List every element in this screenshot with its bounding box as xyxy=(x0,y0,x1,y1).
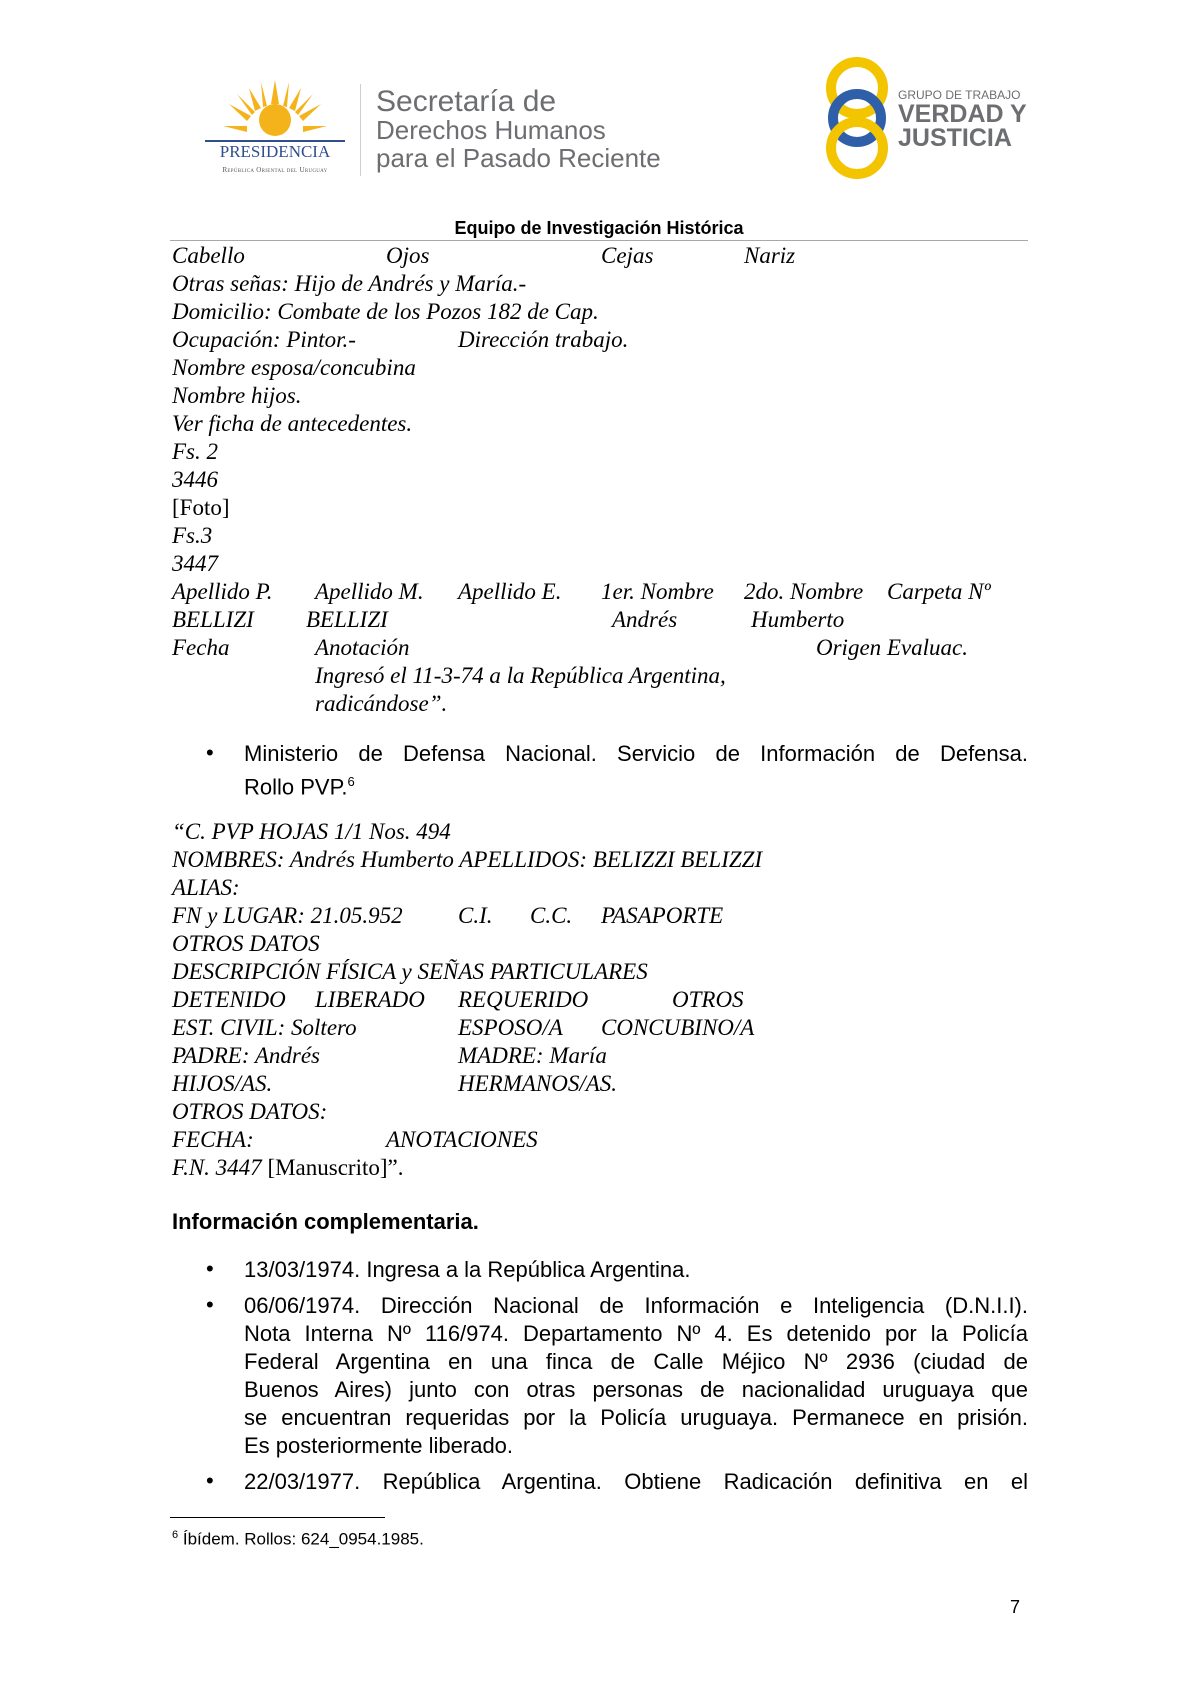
source-rollo: Rollo PVP. xyxy=(244,774,348,800)
ficha1-3446: 3446 xyxy=(172,467,218,492)
ficha1-domicilio: Domicilio: Combate de los Pozos 182 de Cap. xyxy=(172,299,599,324)
info-bullet-2-line: Buenos Aires) junto con otras personas de nacionalidad uruguaya que xyxy=(244,1377,1028,1402)
ficha1-ocupacion: Ocupación: Pintor.- xyxy=(172,327,356,352)
ficha2-hojas: “C. PVP HOJAS 1/1 Nos. 494 xyxy=(172,819,451,844)
ficha1-v-nombre2: Humberto xyxy=(751,607,845,632)
footnote-rule xyxy=(170,1517,385,1518)
secretaria-line-2: Derechos Humanos xyxy=(376,115,606,145)
ficha1-h-nombre1: 1er. Nombre xyxy=(601,579,714,604)
presidencia-subtitle: República Oriental del Uruguay xyxy=(222,166,328,174)
ficha2-padre: PADRE: Andrés xyxy=(172,1043,320,1068)
ficha1-h-apellido-m: Apellido M. xyxy=(315,579,424,604)
info-bullet-3: 22/03/1977. República Argentina. Obtiene Radicación definitiva en el xyxy=(244,1469,1028,1494)
ficha1-hijos: Nombre hijos. xyxy=(172,383,302,408)
info-bullet-3-dot: • xyxy=(206,1468,214,1493)
sun-icon xyxy=(195,78,355,148)
footnote xyxy=(172,1524,424,1551)
ficha1-v-nombre1: Andrés xyxy=(612,607,678,632)
ficha2-liberado: LIBERADO xyxy=(315,987,425,1012)
info-bullet-2-line: 06/06/1974. Dirección Nacional de Información e Inteligencia (D.N.I.I). xyxy=(244,1293,1028,1318)
footnote-number: 6 xyxy=(172,1529,179,1541)
ficha2-fn-lugar: FN y LUGAR: 21.05.952 xyxy=(172,903,403,928)
info-bullet-2 xyxy=(244,1292,1028,1460)
ficha2-anotaciones: ANOTACIONES xyxy=(386,1127,538,1152)
bullet-dot: • xyxy=(206,740,214,765)
ficha2-detenido: DETENIDO xyxy=(172,987,286,1012)
ficha2-manuscrito: [Manuscrito]”. xyxy=(261,1155,404,1180)
ficha1-h-nombre2: 2do. Nombre xyxy=(744,579,864,604)
info-bullet-2-line: se encuentran requeridas por la Policía uruguaya. Permanece en prisión. xyxy=(244,1405,1028,1430)
ficha2-hermanos: HERMANOS/AS. xyxy=(458,1071,618,1096)
ficha2-fn-line xyxy=(172,1154,403,1182)
ficha1-anotacion: Anotación xyxy=(315,635,410,660)
footnote-text: Íbídem. Rollos: 624_0954.1985. xyxy=(178,1529,424,1549)
ficha2-pasaporte: PASAPORTE xyxy=(601,903,724,928)
grupo-line-3: JUSTICIA xyxy=(898,124,1012,152)
ficha1-origen: Origen Evaluac. xyxy=(816,635,969,660)
ficha2-hijos: HIJOS/AS. xyxy=(172,1071,273,1096)
info-title: Información complementaria. xyxy=(172,1209,479,1234)
header-rule xyxy=(170,240,1028,241)
ficha2-est-civil: EST. CIVIL: Soltero xyxy=(172,1015,357,1040)
ficha2-esposo: ESPOSO/A xyxy=(458,1015,563,1040)
ficha2-fecha: FECHA: xyxy=(172,1127,254,1152)
secretaria-line-1: Secretaría de xyxy=(376,85,557,118)
ficha1-v-apellido-p: BELLIZI xyxy=(172,607,254,632)
ficha1-anot-line1: Ingresó el 11-3-74 a la República Argentina, xyxy=(315,663,726,688)
info-bullet-2-line: Es posteriormente liberado. xyxy=(244,1433,514,1458)
ficha1-esposa: Nombre esposa/concubina xyxy=(172,355,416,380)
ficha1-h-carpeta: Carpeta Nº xyxy=(887,579,991,604)
footnote-ref: 6 xyxy=(347,774,355,789)
source-line-1: Ministerio de Defensa Nacional. Servicio de Información de Defensa. xyxy=(244,741,1028,766)
ficha1-cejas: Cejas xyxy=(601,243,654,268)
info-bullet-1: 13/03/1974. Ingresa a la República Argentina. xyxy=(244,1257,691,1282)
info-bullet-2-line: Federal Argentina en una finca de Calle Méjico Nº 2936 (ciudad de xyxy=(244,1349,1028,1374)
ficha2-alias: ALIAS: xyxy=(172,875,240,900)
ficha2-fn-number: F.N. 3447 xyxy=(172,1155,262,1180)
ficha1-v-apellido-m: BELLIZI xyxy=(306,607,388,632)
ficha1-fs2: Fs. 2 xyxy=(172,439,218,464)
ficha1-fs3: Fs.3 xyxy=(172,523,213,548)
logo-divider xyxy=(360,84,361,176)
equipo-title: Equipo de Investigación Histórica xyxy=(454,218,744,238)
ficha1-h-apellido-e: Apellido E. xyxy=(458,579,562,604)
ficha1-direccion-trabajo: Dirección trabajo. xyxy=(458,327,629,352)
ficha2-nombres: NOMBRES: Andrés Humberto APELLIDOS: BELIZZI BELIZZI xyxy=(172,847,763,872)
ficha2-requerido: REQUERIDO xyxy=(458,987,589,1012)
ficha2-otros-datos: OTROS DATOS xyxy=(172,931,320,956)
presidencia-logo xyxy=(195,78,355,178)
presidencia-name: PRESIDENCIA xyxy=(219,142,331,161)
linked-rings-icon xyxy=(820,56,894,180)
ficha1-otras-senas: Otras señas: Hijo de Andrés y María.- xyxy=(172,271,527,296)
ficha1-fecha: Fecha xyxy=(172,635,230,660)
ficha1-anot-line2: radicándose”. xyxy=(315,691,448,716)
ficha1-foto: [Foto] xyxy=(172,495,230,520)
ficha2-cc: C.C. xyxy=(530,903,573,928)
info-bullet-1-dot: • xyxy=(206,1256,214,1281)
ficha1-cabello: Cabello xyxy=(172,243,245,268)
secretaria-logo-text xyxy=(376,85,661,173)
ficha2-descripcion: DESCRIPCIÓN FÍSICA y SEÑAS PARTICULARES xyxy=(172,959,648,984)
grupo-line-1: GRUPO DE TRABAJO xyxy=(898,88,1021,102)
ficha2-otros: OTROS xyxy=(672,987,744,1012)
ficha2-ci: C.I. xyxy=(458,903,493,928)
verdad-justicia-logo xyxy=(820,56,1030,182)
ficha1-ver-ficha: Ver ficha de antecedentes. xyxy=(172,411,413,436)
secretaria-line-3: para el Pasado Reciente xyxy=(376,143,661,173)
page-number: 7 xyxy=(1010,1597,1021,1617)
ficha1-3447: 3447 xyxy=(172,551,218,576)
ficha1-h-apellido-p: Apellido P. xyxy=(172,579,273,604)
info-bullet-2-line: Nota Interna Nº 116/974. Departamento Nº 4. Es detenido por la Policía xyxy=(244,1321,1028,1346)
info-bullet-2-dot: • xyxy=(206,1292,214,1317)
ficha2-concubino: CONCUBINO/A xyxy=(601,1015,755,1040)
source-line-2 xyxy=(244,768,355,801)
grupo-line-2: VERDAD Y xyxy=(898,100,1027,128)
ficha2-otros-datos-2: OTROS DATOS: xyxy=(172,1099,328,1124)
ficha1-nariz: Nariz xyxy=(744,243,796,268)
ficha2-madre: MADRE: María xyxy=(458,1043,607,1068)
ficha1-ojos: Ojos xyxy=(386,243,430,268)
